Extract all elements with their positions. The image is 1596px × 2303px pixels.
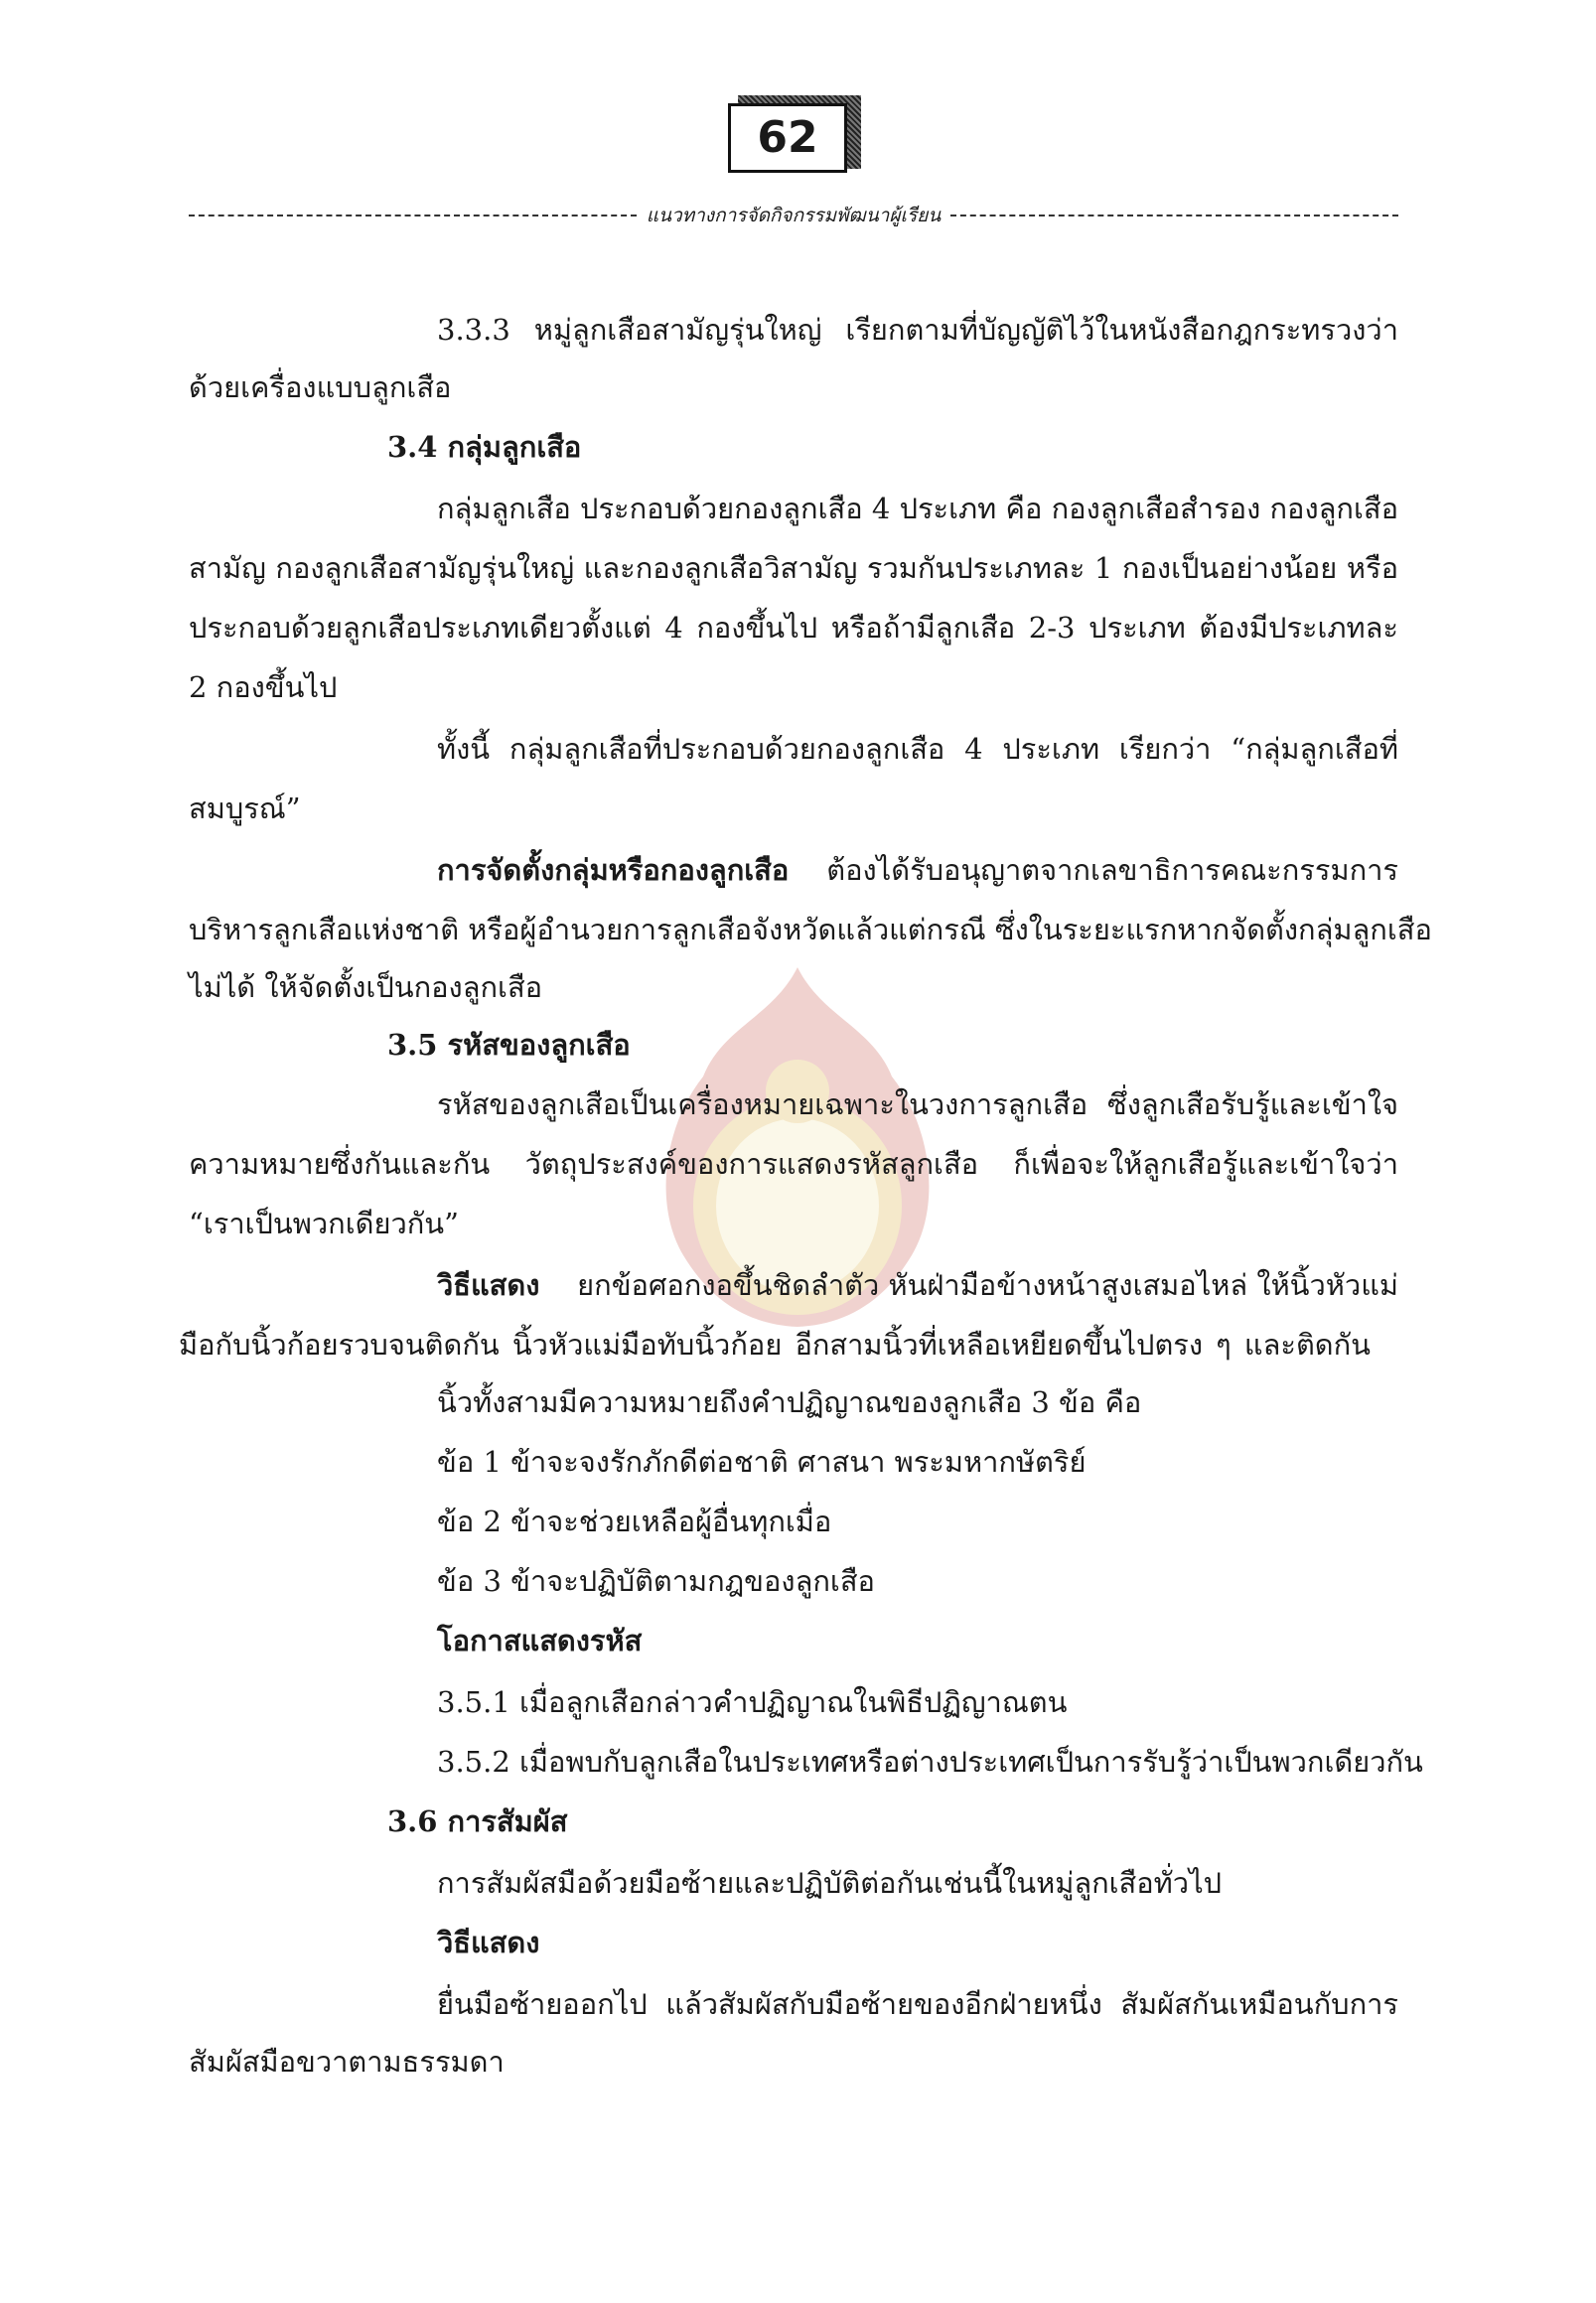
paragraph-line: รหัสของลูกเสือเป็นเครื่องหมายเฉพาะในวงการลูกเสือ ซึ่งลูกเสือรับรู้และเข้าใจ — [437, 1087, 1398, 1121]
list-item: ข้อ 1 ข้าจะจงรักภักดีต่อชาติ ศาสนา พระมหากษัตริย์ — [437, 1445, 1087, 1479]
paragraph-line: ด้วยเครื่องแบบลูกเสือ — [189, 370, 452, 404]
list-item: ข้อ 2 ข้าจะช่วยเหลือผู้อื่นทุกเมื่อ — [437, 1505, 832, 1538]
inline-text: ต้องได้รับอนุญาตจากเลขาธิการคณะกรรมการ — [826, 853, 1398, 887]
paragraph-line — [437, 850, 1398, 890]
paragraph-line: ประกอบด้วยลูกเสือประเภทเดียวตั้งแต่ 4 กองขึ้นไป หรือถ้ามีลูกเสือ 2-3 ประเภท ต้องมีประเภทละ — [189, 611, 1398, 645]
subheading: วิธีแสดง — [437, 1926, 540, 1959]
list-item: 3.5.1 เมื่อลูกเสือกล่าวคำปฏิญาณในพิธีปฏิญาณตน — [437, 1685, 1068, 1719]
inline-bold-term: วิธีแสดง — [437, 1268, 540, 1302]
page-number-box — [728, 95, 853, 175]
paragraph-line: 2 กองขึ้นไป — [189, 670, 338, 704]
list-item: 3.5.2 เมื่อพบกับลูกเสือในประเทศหรือต่างประเทศเป็นการรับรู้ว่าเป็นพวกเดียวกัน — [437, 1745, 1423, 1779]
paragraph-line: ทั้งนี้ กลุ่มลูกเสือที่ประกอบด้วยกองลูกเสือ 4 ประเภท เรียกว่า “กลุ่มลูกเสือที่ — [437, 732, 1398, 766]
list-item: ข้อ 3 ข้าจะปฏิบัติตามกฎของลูกเสือ — [437, 1564, 875, 1598]
paragraph-line: ยื่นมือซ้ายออกไป แล้วสัมผัสกับมือซ้ายของอีกฝ่ายหนึ่ง สัมผัสกันเหมือนกับการ — [437, 1987, 1398, 2021]
header-rule-left — [189, 215, 637, 216]
paragraph-line — [437, 1265, 1398, 1305]
paragraph-line: สามัญ กองลูกเสือสามัญรุ่นใหญ่ และกองลูกเสือวิสามัญ รวมกันประเภทละ 1 กองเป็นอย่างน้อย หรือ — [189, 551, 1398, 585]
inline-bold-term: การจัดตั้งกลุ่มหรือกองลูกเสือ — [437, 853, 790, 887]
subheading: โอกาสแสดงรหัส — [437, 1624, 643, 1657]
paragraph-line: มือกับนิ้วก้อยรวบจนติดกัน นิ้วหัวแม่มือทับนิ้วก้อย อีกสามนิ้วที่เหลือเหยียดขึ้นไปตรง ๆ และติดกัน — [179, 1328, 1371, 1362]
running-header — [189, 201, 1398, 230]
paragraph-line: การสัมผัสมือด้วยมือซ้ายและปฏิบัติต่อกันเช่นนี้ในหมู่ลูกเสือทั่วไป — [437, 1866, 1223, 1900]
section-heading: 3.4 กลุ่มลูกเสือ — [387, 430, 582, 464]
header-title: แนวทางการจัดกิจกรรมพัฒนาผู้เรียน — [646, 205, 942, 226]
page-number: 62 — [728, 103, 847, 173]
paragraph-line: สัมผัสมือขวาตามธรรมดา — [189, 2045, 505, 2079]
paragraph-line: บริหารลูกเสือแห่งชาติ หรือผู้อำนวยการลูกเสือจังหวัดแล้วแต่กรณี ซึ่งในระยะแรกหากจัดตั้งกลุ่มลูกเสือ — [189, 913, 1432, 946]
paragraph-line: 3.3.3 หมู่ลูกเสือสามัญรุ่นใหญ่ เรียกตามที่บัญญัติไว้ในหนังสือกฎกระทรวงว่า — [437, 313, 1398, 347]
paragraph-line: กลุ่มลูกเสือ ประกอบด้วยกองลูกเสือ 4 ประเภท คือ กองลูกเสือสำรอง กองลูกเสือ — [437, 492, 1398, 525]
inline-text: ยกข้อศอกงอขึ้นชิดลำตัว หันฝ่ามือข้างหน้าสูงเสมอไหล่ ให้นิ้วหัวแม่ — [577, 1268, 1398, 1302]
paragraph-line: ไม่ได้ ให้จัดตั้งเป็นกองลูกเสือ — [189, 970, 543, 1004]
paragraph-line: “เราเป็นพวกเดียวกัน” — [189, 1207, 459, 1240]
header-rule-right — [950, 215, 1398, 216]
paragraph-line: นิ้วทั้งสามมีความหมายถึงคำปฏิญาณของลูกเสือ 3 ข้อ คือ — [437, 1385, 1142, 1419]
section-heading: 3.6 การสัมผัส — [387, 1804, 568, 1838]
section-heading: 3.5 รหัสของลูกเสือ — [387, 1028, 631, 1062]
paragraph-line: สมบูรณ์” — [189, 792, 301, 825]
paragraph-line: ความหมายซึ่งกันและกัน วัตถุประสงค์ของการแสดงรหัสลูกเสือ ก็เพื่อจะให้ลูกเสือรู้และเข้าใจว่า — [189, 1147, 1398, 1181]
